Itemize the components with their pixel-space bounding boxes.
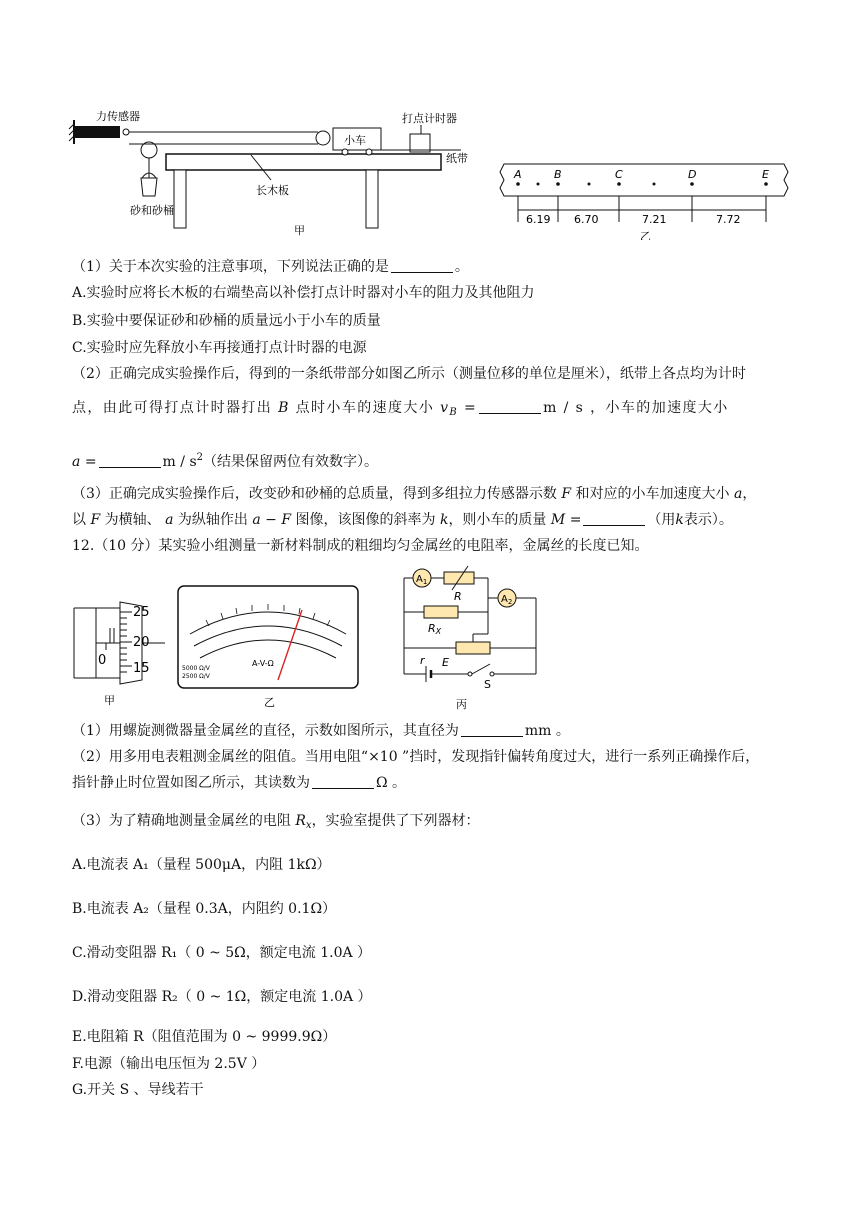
equipment-a: A.电流表 A₁（量程 500μA，内阻 1kΩ） [72,857,331,873]
tape-point [588,183,591,186]
q11-part3-line1: （3）正确完成实验操作后，改变砂和砂桶的总质量，得到多组拉力传感器示数 F 和对应的小车加速度大小 a， [72,486,757,502]
answer-blank[interactable] [391,258,453,273]
equipment-f: F.电源（输出电压恒为 2.5V ） [72,1056,266,1072]
tape-point [537,183,540,186]
force-sensor-label: 力传感器 [96,110,140,123]
timer-shape [410,134,430,152]
caption-jia-bottom: 甲 [104,694,115,707]
equipment-g: G.开关 S 、导线若干 [72,1082,204,1098]
caption-yi-top: 乙 [640,230,651,240]
q11-part2-line2: 点，由此可得打点计时器打出 B 点时小车的速度大小 $v_B = m / s$ ，小车的加速度大小 [72,400,729,418]
micrometer-tick-20: 20 [133,635,150,650]
circuit-figure [398,564,548,710]
tape-point [516,182,520,186]
micrometer-zero: 0 [98,653,107,668]
point-label-b: B [554,168,562,181]
cart-label: 小车 [344,134,366,147]
meter-label: A-V-Ω [252,659,274,668]
a1-label: $A_1$ [416,574,428,586]
micrometer-figure [70,598,165,710]
point-label-c: C [615,168,623,181]
option-c: C.实验时应先释放小车再接通打点计时器的电源 [72,340,367,356]
q12-title: 12.（10 分）某实验小组测量一新材料制成的粗细均匀金属丝的电阻率，金属丝的长度已知。 [72,538,649,554]
distance-bc: 6.70 [574,213,599,226]
q11-part2-line3: $a = m / s^2$（结果保留两位有效数字）。 [72,452,378,470]
q12-part1: （1）用螺旋测微器量金属丝的直径，示数如图所示，其直径为 mm 。 [72,723,570,739]
rheostat [456,642,490,654]
distance-cd: 7.21 [642,213,667,226]
tape-point [617,182,621,186]
bucket-label: 砂和砂桶 [130,204,174,217]
answer-blank[interactable] [99,453,161,468]
r-label: R [454,590,462,603]
tape-point [764,182,768,186]
board-shape [166,154,441,170]
option-b: B.实验中要保证砂和砂桶的质量远小于小车的质量 [72,313,381,329]
resistor-rx [424,606,458,618]
timer-label: 打点计时器 [402,112,457,125]
resistor-box-r [444,572,474,584]
answer-blank[interactable] [479,399,541,414]
caption-yi-bottom: 乙 [264,696,275,709]
point-label-a: A [514,168,522,181]
apparatus-figure [66,100,486,240]
q12-part2-line1: （2）用多用电表粗测金属丝的阻值。当用电阻“×10 ”挡时，发现指针偏转角度过大，进行一系列正确操作后， [72,749,760,765]
q11-part1: （1）关于本次实验的注意事项，下列说法正确的是 。 [72,259,469,275]
a2-label: $A_2$ [501,594,513,606]
meter-spec-2: 2500 Ω/V [182,673,210,680]
answer-blank[interactable] [461,722,523,737]
force-sensor-shape [75,126,120,138]
q12-part2-line2: 指针静止时位置如图乙所示，其读数为 Ω 。 [72,775,407,791]
micrometer-tick-15: 15 [133,661,150,676]
answer-blank[interactable] [583,511,645,526]
meter-spec-1: 5000 Ω/V [182,665,210,672]
multimeter-figure [176,584,362,710]
option-a: A.实验时应将长木板的右端垫高以补偿打点计时器对小车的阻力及其他阻力 [72,285,535,301]
distance-ab: 6.19 [526,213,551,226]
q11-part3-line2: 以 F 为横轴、 a 为纵轴作出 a − F 图像，该图像的斜率为 k，则小车的质量 M = （用k表示）。 [72,512,733,528]
caption-jia-top: 甲 [294,224,305,237]
tape-point [556,182,560,186]
tape-point [690,182,694,186]
rx-label: RX [428,622,442,636]
equipment-b: B.电流表 A₂（量程 0.3A，内阻约 0.1Ω） [72,901,337,917]
tape-label: 纸带 [446,152,468,165]
board-label: 长木板 [256,184,289,197]
q12-part3: （3）为了精确地测量金属丝的电阻 $R_x$，实验室提供了下列器材： [72,813,480,831]
s-label: S [484,678,491,691]
e-label: E [442,656,449,669]
q11-part2-line1: （2）正确完成实验操作后，得到的一条纸带部分如图乙所示（测量位移的单位是厘米），纸带上各点均为计时 [72,366,746,382]
point-label-d: D [688,168,697,181]
r-internal-label: r [420,654,425,667]
tape-point [653,183,656,186]
caption-bing: 丙 [456,698,467,710]
equipment-e: E.电阻箱 R（阻值范围为 0 ~ 9999.9Ω） [72,1029,337,1045]
distance-de: 7.72 [716,213,741,226]
paper-tape-figure [494,160,794,240]
equipment-d: D.滑动变阻器 R₂（ 0 ~ 1Ω，额定电流 1.0A ） [72,989,372,1005]
answer-blank[interactable] [312,774,374,789]
equipment-c: C.滑动变阻器 R₁（ 0 ~ 5Ω，额定电流 1.0A ） [72,945,372,961]
micrometer-tick-25: 25 [133,605,150,620]
point-label-e: E [762,168,769,181]
